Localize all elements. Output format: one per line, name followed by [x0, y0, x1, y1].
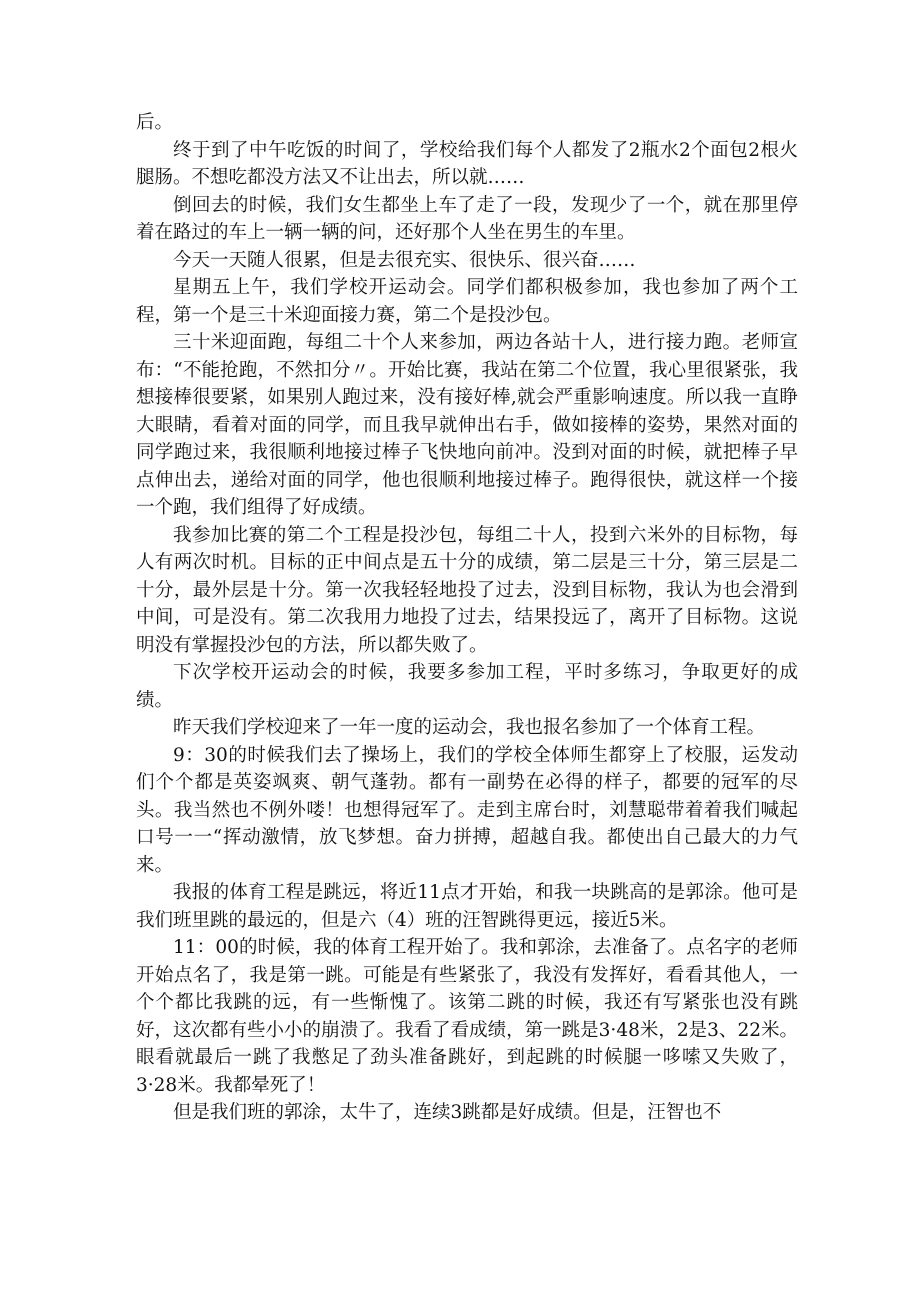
- paragraph: 后。: [136, 112, 174, 133]
- document-page: [136, 109, 798, 1127]
- paragraph: 我参加比赛的第二个工程是投沙包，每组二十人，投到六米外的目标物，每人有两次时机。目标的正中间点是五十分的成绩，第二层是三十分，第三层是二十分，最外层是十分。第一次我轻轻地投了过去，没到目标物，我认为也会滑到中间，可是没有。第二次我用力地投了过去，结果投远了，离开了目标物。这说明没有掌握投沙包的方法，所以都失败了。: [136, 524, 798, 656]
- paragraph: 昨天我们学校迎来了一年一度的运动会，我也报名参加了一个体育工程。: [173, 717, 766, 738]
- paragraph: 倒回去的时候，我们女生都坐上车了走了一段，发现少了一个，就在那里停着在路过的车上一辆一辆的问，还好那个人坐在男生的车里。: [136, 194, 798, 243]
- paragraph: 但是我们班的郭涂，太牛了，连续3跳都是好成绩。但是，汪智也不: [173, 1102, 722, 1123]
- paragraph: 终于到了中午吃饭的时间了，学校给我们每个人都发了2瓶水2个面包2根火腿肠。不想吃都没方法又不让出去，所以就……: [136, 139, 798, 188]
- paragraph: 今天一天随人很累，但是去很充实、很快乐、很兴奋……: [173, 249, 636, 271]
- paragraph: 9：30的时候我们去了操场上，我们的学校全体师生都穿上了校服，运发动们个个都是英姿飒爽、朝气蓬勃。都有一副势在必得的样子，都要的冠军的尽头。我当然也不例外喽！也想得冠军了。走到主席台时，刘慧聪带着着我们喊起口号一一“挥动激情，放飞梦想。奋力拼搏，超越自我。都使出自己最大的力气来。: [136, 744, 798, 876]
- paragraph: 星期五上午，我们学校开运动会。同学们都积极参加，我也参加了两个工程，第一个是三十米迎面接力赛，第二个是投沙包。: [136, 277, 798, 326]
- paragraph: 11：00的时候，我的体育工程开始了。我和郭涂，去准备了。点名字的老师开始点名了，我是第一跳。可能是有些紧张了，我没有发挥好，看看其他人，一个个都比我跳的远，有一些惭愧了。该第二跳的时候，我还有写紧张也没有跳好，这次都有些小小的崩溃了。我看了看成绩，第一跳是3·48米，2是3、22米。眼看就最后一跳了我憋足了劲头准备跳好，到起跳的时候腿一哆嗦又失败了，3·28米。我都晕死了！: [136, 937, 798, 1096]
- paragraph: 下次学校开运动会的时候，我要多参加工程，平时多练习，争取更好的成绩。: [136, 662, 798, 711]
- paragraph: 我报的体育工程是跳远，将近11点才开始，和我一块跳高的是郭涂。他可是我们班里跳的最远的，但是六（4）班的汪智跳得更远，接近5米。: [136, 882, 798, 931]
- paragraph: 三十米迎面跑，每组二十个人来参加，两边各站十人，进行接力跑。老师宣布：“不能抢跑，不然扣分〃。开始比赛，我站在第二个位置，我心里很紧张，我想接棒很要紧，如果别人跑过来，没有接好棒,就会严重影响速度。所以我一直睁大眼睛，看着对面的同学，而且我早就伸出右手，做如接棒的姿势，果然对面的同学跑过来，我很顺利地接过棒子飞快地向前冲。没到对面的时候，就把棒子早点伸出去，递给对面的同学，他也很顺利地接过棒子。跑得很快，就这样一个接一个跑，我们组得了好成绩。: [136, 332, 798, 518]
